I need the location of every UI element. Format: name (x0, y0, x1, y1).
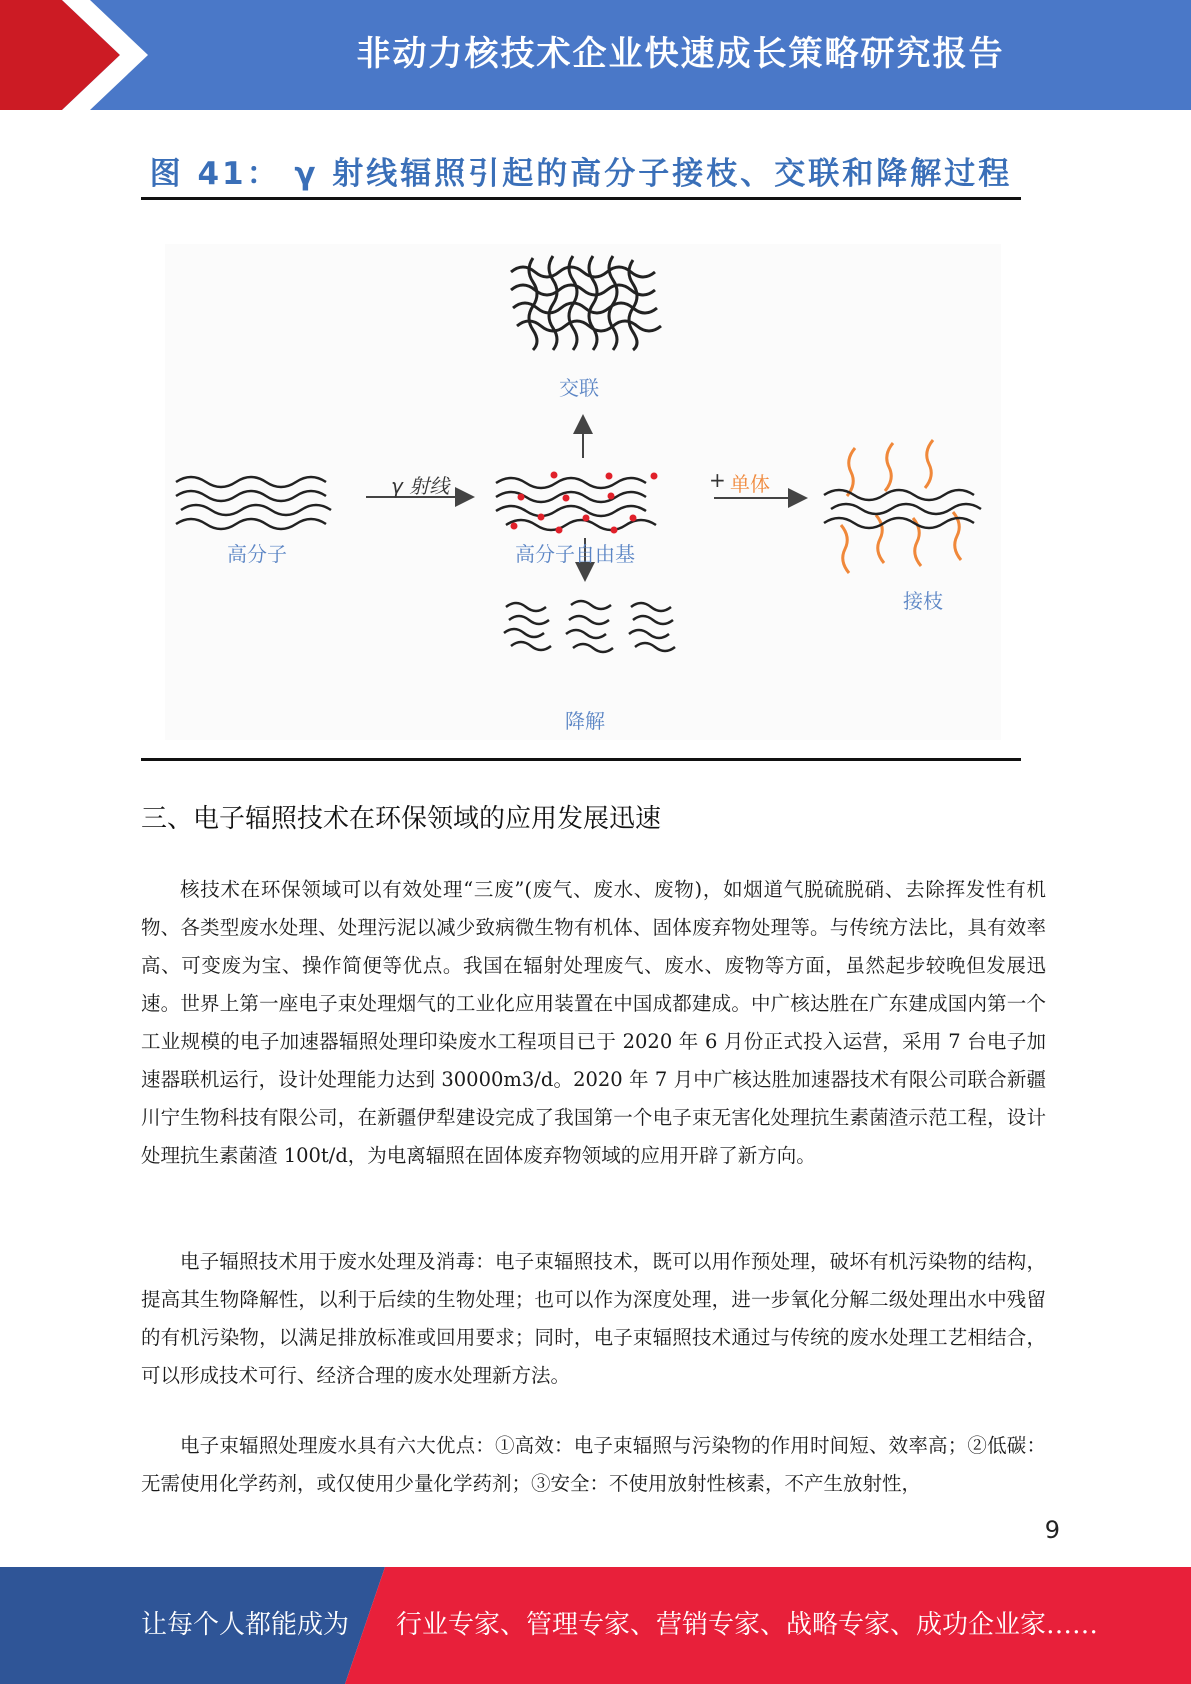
label-polymer-radical: 高分子自由基 (515, 542, 635, 566)
figure-caption: 图 41： γ 射线辐照引起的高分子接枝、交联和降解过程 (149, 156, 1013, 192)
header-title: 非动力核技术企业快速成长策略研究报告 (356, 34, 1005, 74)
header-chevron-logo (0, 0, 160, 110)
footer-slogan-right: 行业专家、管理专家、营销专家、战略专家、成功企业家…… (396, 1610, 1099, 1640)
section-heading: 三、电子辐照技术在环保领域的应用发展迅速 (141, 804, 662, 834)
page-number: 9 (1044, 1516, 1060, 1544)
paragraph-1: 核技术在环保领域可以有效处理“三废”(废气、废水、废物)，如烟道气脱硫脱硝、去除挥发性有机物、各类型废水处理、处理污泥以减少致病微生物有机体、固体废弃物处理等。与传统方法比，具有效率高、可变废为宝、操作简便等优点。我国在辐射处理废气、废水、废物等方面，虽然起步较晚但发展迅速。世界上第一座电子束处理烟气的工业化应用装置在中国成都建成。中广核达胜在广东建成国内第一个工业规模的电子加速器辐照处理印染废水工程项目已于 2020 年 6 月份正式投入运营，采用 7 台电子加速器联机运行，设计处理能力达到 30000m3/d。2020 年 7 月中广核达胜加速器技术有限公司联合新疆川宁生物科技有限公司，在新疆伊犁建设完成了我国第一个电子束无害化处理抗生素菌渣示范工程，设计处理抗生素菌渣 100t/d，为电离辐照在固体废弃物领域的应用开辟了新方向。 (141, 878, 1046, 1167)
label-plus: + (709, 468, 726, 492)
footer-slogan-left: 让每个人都能成为 (141, 1610, 350, 1640)
label-crosslink: 交联 (559, 376, 599, 400)
label-graft: 接枝 (903, 589, 943, 613)
diagram-background (165, 244, 1001, 740)
label-degradation: 降解 (565, 709, 605, 733)
paragraph-2: 电子辐照技术用于废水处理及消毒：电子束辐照技术，既可以用作预处理，破坏有机污染物的结构，提高其生物降解性，以利于后续的生物处理；也可以作为深度处理，进一步氧化分解二级处理出水中残留的有机污染物，以满足排放标准或回用要求；同时，电子束辐照技术通过与传统的废水处理工艺相结合，可以形成技术可行、经济合理的废水处理新方法。 (141, 1250, 1046, 1387)
paragraph-3: 电子束辐照处理废水具有六大优点：①高效：电子束辐照与污染物的作用时间短、效率高；②低碳：无需使用化学药剂，或仅使用少量化学药剂；③安全：不使用放射性核素，不产生放射性， (141, 1434, 1046, 1495)
label-polymer: 高分子 (227, 542, 287, 566)
page-footer (0, 1567, 1191, 1684)
label-monomer: 单体 (730, 472, 770, 496)
polymer-irradiation-diagram (141, 200, 1021, 758)
page-header (0, 0, 1191, 110)
label-gamma-ray: γ 射线 (391, 474, 450, 498)
figure-bottom-rule (141, 758, 1021, 761)
